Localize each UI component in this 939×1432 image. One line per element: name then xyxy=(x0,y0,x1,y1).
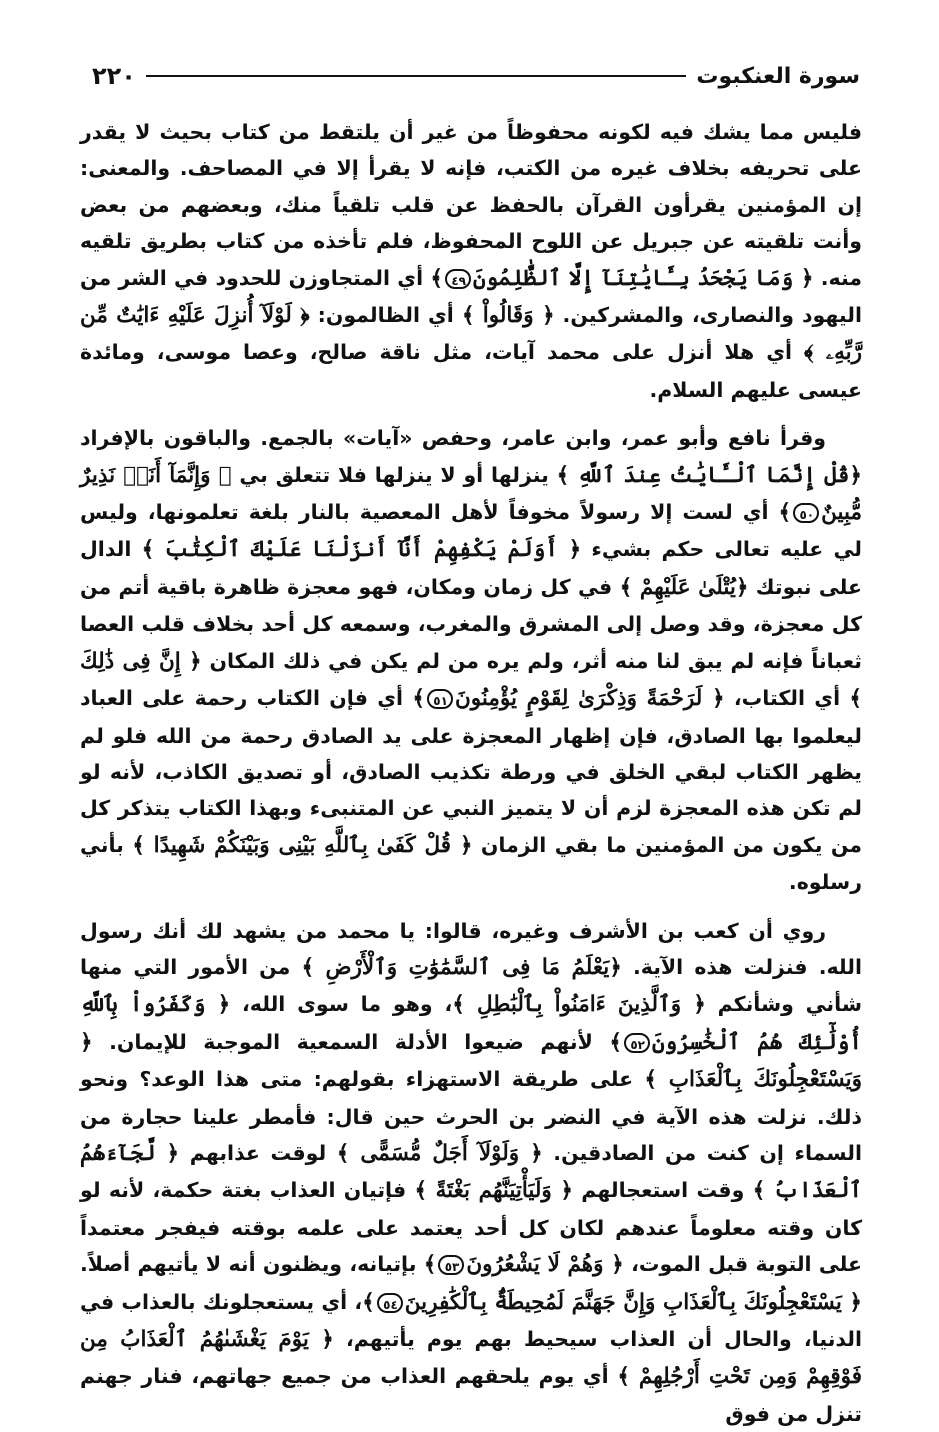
commentary-text: أي الظالمون: xyxy=(309,303,462,328)
quran-verse: ﴿ لَرَحْمَةً وَذِكْرَىٰ لِقَوْمٍ يُؤْمِنُونَ xyxy=(454,686,725,712)
paragraph xyxy=(80,114,862,408)
ayah-number-marker: ٥٠ xyxy=(793,503,819,523)
quran-verse: ﴿يَعْلَمُ مَا فِى ٱلسَّمَٰوَٰتِ وَٱلْأَرْضِ ﴾ xyxy=(301,954,622,980)
quran-verse: ﴿ وَكَفَرُواْ بِٱللَّهِ أُوْلَٰٓئِكَ هُمُ ٱلْخَٰسِرُونَ xyxy=(80,992,862,1055)
paragraph xyxy=(80,913,862,1432)
ayah-number-marker: ٥٣ xyxy=(438,1255,464,1275)
ayah-number-marker: ٥١ xyxy=(427,689,453,709)
commentary-text: لأنهم ضيعوا الأدلة السمعية الموجبة للإيمان. xyxy=(92,1029,610,1054)
quran-verse: ﴾ xyxy=(423,1252,437,1278)
quran-verse: ﴿ لَّجَآءَهُمُ ٱلْعَذَابُ ﴾ xyxy=(80,1140,863,1204)
commentary-text: من الأمور التي منها شأني وشأنكم xyxy=(80,954,862,1017)
quran-verse: ﴾ xyxy=(609,1029,622,1055)
commentary-text: أي يوم يلحقهم العذاب من جميع جهاتهم، فنار جهنم تنزل من فوق xyxy=(80,1364,862,1426)
quran-verse: ﴾ xyxy=(430,265,443,291)
quran-verse: ﴿ وَقَالُواْ ﴾ xyxy=(461,303,555,329)
commentary-text: أي هلا أنزل على محمد آيات، مثل ناقة صالح، وعصا موسى، ومائدة عيسى عليهم السلام. xyxy=(80,340,862,402)
quran-verse: ﴿ وَهُمْ لَا يَشْعُرُونَ xyxy=(466,1252,624,1278)
quran-verse: ﴿ وَإِنَّمَآ أَنَا۠ نَذِيرٌ مُّبِينٌ xyxy=(80,462,862,526)
page-number: ٢٢٠ xyxy=(92,62,136,90)
quran-verse: ﴿ وَمَا يَجْحَدُ بِـَٔايَٰتِنَآ إِلَّا ٱلظَّٰلِمُونَ xyxy=(473,265,814,291)
commentary-text: الدال على نبوتك xyxy=(80,537,863,599)
quran-verse: ﴿ لَوْلَآ أُنزِلَ عَلَيْهِ ءَايَٰتٌ مِّن رَّبِّهِۦ ﴾ xyxy=(80,303,862,366)
quran-verse: ﴿يُتْلَىٰ عَلَيْهِمْ ﴾ xyxy=(619,574,749,600)
running-header xyxy=(82,62,860,90)
quran-verse: ﴿ وَلَوْلَآ أَجَلٌ مُّسَمًّى ﴾ xyxy=(336,1140,543,1166)
commentary-text: بأني رسلوه. xyxy=(80,832,862,895)
commentary-text: فليس مما يشك فيه لكونه محفوظاً من غير أن يلتقط من كتاب بحيث لا يقدر على تحريفه بخلاف غيره من الكتب، فإنه لا يقرأ إلا في المصاحف. والمعنى: إن المؤمنين يقرأون القرآن بالحفظ عن قلب تلقياً منك، وبعضهم من بعض وأنت تلقيته عن جبريل عن اللوح المحفوظ، فلم تأخذه من كتاب بطريق تلقيه منه. xyxy=(80,120,863,290)
quran-verse: ﴿ قُلْ كَفَىٰ بِٱللَّهِ بَيْنِى وَبَيْنَكُمْ شَهِيدًا ﴾ xyxy=(132,832,473,858)
commentary-text: أي لست إلا رسولاً مخوفاً لأهل المعصية بالنار بلغة تعلمونها، وليس لي عليه تعالى حكم بشيء xyxy=(80,500,862,562)
commentary-text: فإتيان العذاب بغتة حكمة، لأنه لو كان وقته معلوماً عندهم لكان كل أحد يعتمد على علمه بوقته فيفجر معتمداً على التوبة قبل الموت، xyxy=(80,1178,862,1277)
quran-verse: ﴾ xyxy=(362,1289,375,1315)
ayah-number-marker: ٤٩ xyxy=(445,269,471,289)
ayah-number-marker: ٥٢ xyxy=(624,1033,650,1053)
commentary-text: ، وهو ما سوى الله، xyxy=(230,992,453,1017)
commentary-text: أي المتجاوزن للحدود في الشر من اليهود والنصارى، والمشركين. xyxy=(80,265,862,328)
commentary-text: في كل زمان ومكان، فهو معجزة ظاهرة باقية أتم من كل معجزة، وقد وصل إلى المشرق والمغرب، وسمعه كل أحد بخلاف قلب العصا ثعباناً فإنه لم يبق لنا منه أثر، ولم يره من لم يكن في ذلك المكان xyxy=(80,574,862,673)
commentary-text: ينزلها أو لا ينزلها فلا تتعلق بي xyxy=(231,462,557,487)
header-rule xyxy=(146,75,686,77)
quran-verse: ﴿ وَيَسْتَعْجِلُونَكَ بِٱلْعَذَابِ ﴾ xyxy=(80,1029,862,1093)
commentary-text: لوقت عذابهم xyxy=(179,1140,337,1165)
quran-verse: ﴿قُلْ إِنَّمَا ٱلْـَٔايَٰتُ عِندَ ٱللَّهِ ﴾ xyxy=(556,462,862,488)
quran-verse: ﴿ أَوَلَمْ يَكْفِهِمْ أَنَّآ أَنزَلْنَا عَلَيْكَ ٱلْكِتَٰبَ ﴾ xyxy=(141,537,582,563)
ayah-number-marker: ٥٤ xyxy=(377,1293,403,1313)
quran-verse: ﴾ xyxy=(778,500,792,526)
quran-verse: ﴿ يَسْتَعْجِلُونَكَ بِٱلْعَذَابِ وَإِنَّ جَهَنَّمَ لَمُحِيطَةٌۢ بِٱلْكَٰفِرِينَ xyxy=(404,1289,862,1315)
commentary-text: أي الكتاب، xyxy=(724,686,850,711)
commentary-text: ، أي يستعجلونك بالعذاب في الدنيا، والحال أن العذاب سيحيط بهم يوم يأتيهم، xyxy=(80,1289,862,1351)
commentary-text: بإتيانه، ويظنون أنه لا يأتيهم أصلاً. xyxy=(80,1252,424,1277)
commentary-body xyxy=(80,114,862,1432)
commentary-text: على طريقة الاستهزاء بقولهم: متى هذا الوعد؟ ونحو ذلك. نزلت هذه الآية في النضر بن الحرث حين قال: فأمطر علينا حجارة من السماء إن كنت من الصادقين. xyxy=(80,1067,863,1165)
commentary-text: وقرأ نافع وأبو عمر، وابن عامر، وحفص «آيات» بالجمع. والباقون بالإفراد xyxy=(80,426,826,451)
quran-verse: ﴿ وَلَيَأْتِيَنَّهُم بَغْتَةً ﴾ xyxy=(414,1178,574,1204)
quran-verse: ﴾ xyxy=(412,686,425,712)
commentary-text: وقت استعجالهم xyxy=(573,1178,753,1203)
paragraph xyxy=(80,420,862,900)
commentary-text: أي فإن الكتاب رحمة على العباد ليعلموا بها الصادق، فإن إظهار المعجزة على يد الصادق رحمة من الله فلو لم يظهر الكتاب لبقي الخلق في ورطة تكذيب الصادق، أو تصديق الكاذب، لأنه لو لم تكن هذه المعجزة لزم أن لا يتميز النبي عن المتنبىء وبهذا الكتاب يتذكر كل من يكون من المؤمنين ما بقي الزمان xyxy=(80,686,862,857)
quran-verse: ﴿ يَوْمَ يَغْشَىٰهُمُ ٱلْعَذَابُ مِن فَوْقِهِمْ وَمِن تَحْتِ أَرْجُلِهِمْ ﴾ xyxy=(80,1327,862,1390)
commentary-text: روي أن كعب بن الأشرف وغيره، قالوا: يا محمد من يشهد لك أنك رسول الله. فنزلت هذه الآية. xyxy=(80,918,863,979)
quran-verse: ﴿ إِنَّ فِى ذَٰلِكَ ﴾ xyxy=(80,648,863,712)
quran-verse: ﴿ وَٱلَّذِينَ ءَامَنُواْ بِٱلْبَٰطِلِ ﴾ xyxy=(452,992,706,1018)
surah-title: سورة العنكبوت xyxy=(696,63,860,89)
